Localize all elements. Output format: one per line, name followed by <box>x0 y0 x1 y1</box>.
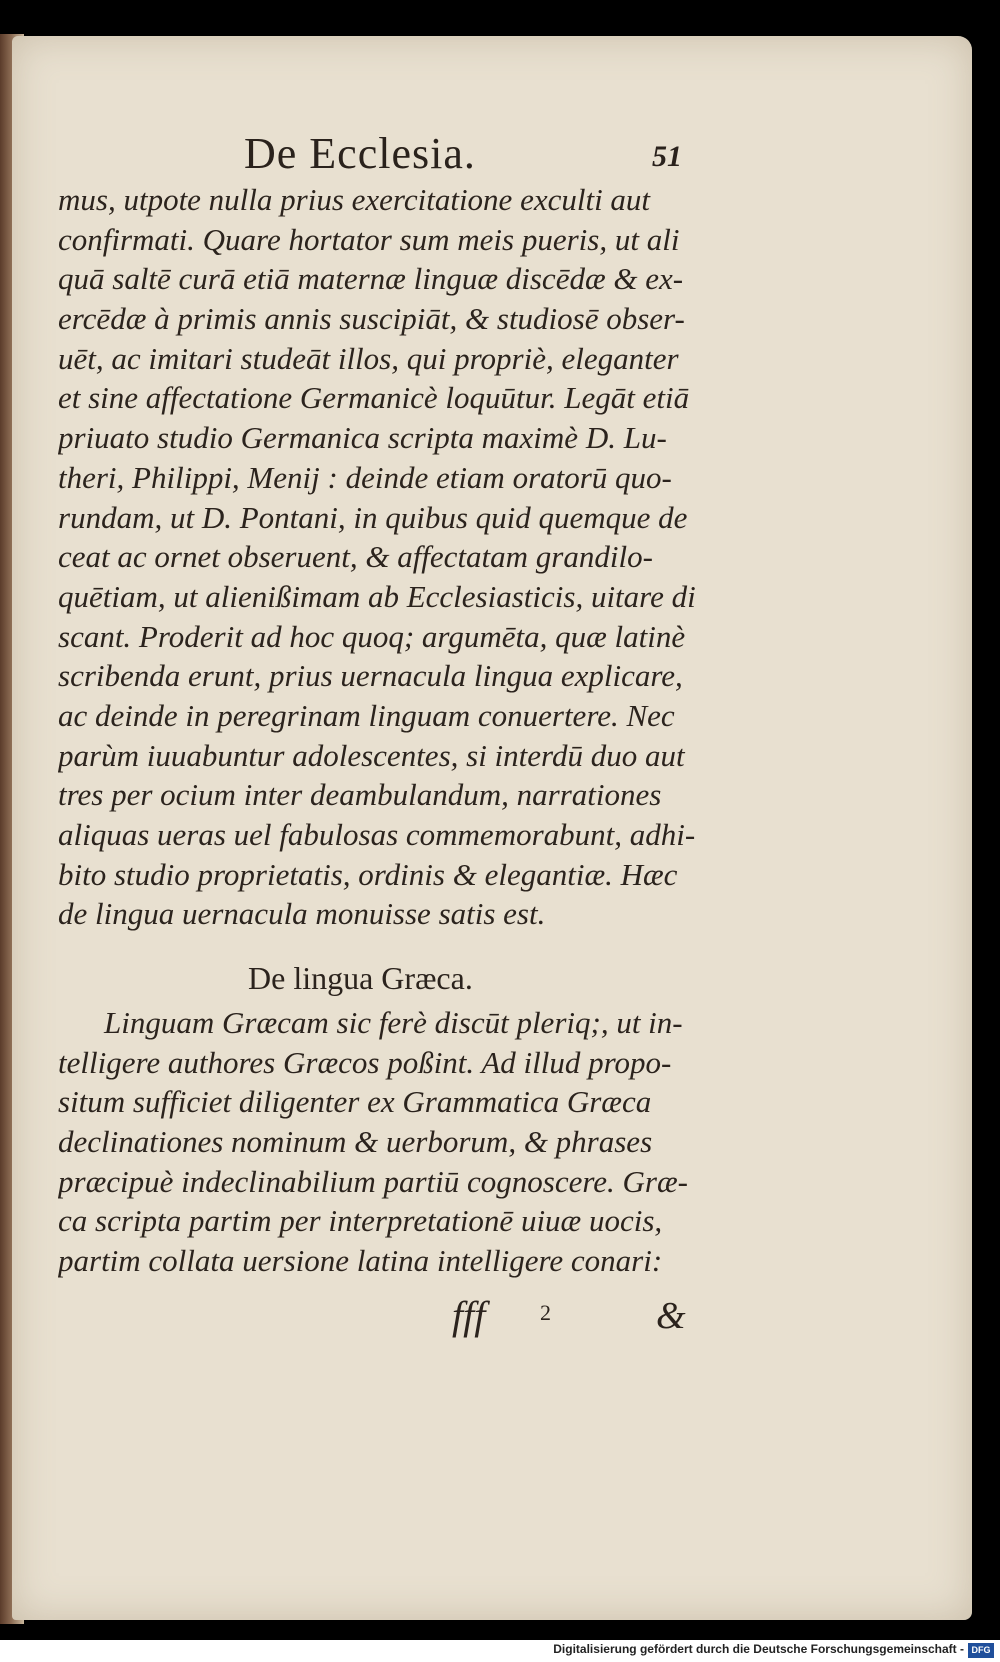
text-line: ca scripta partim per interpretationē uiuæ uocis, <box>58 1203 663 1239</box>
catchword: & <box>656 1295 686 1337</box>
folio-number: 51 <box>652 140 682 173</box>
body-text <box>58 180 708 934</box>
text-line: uēt, ac imitari studeāt illos, qui propriè, eleganter <box>58 340 679 376</box>
text-line: bito studio proprietatis, ordinis & elegantiæ. Hæc <box>58 856 678 892</box>
text-line: et sine affectatione Germanicè loquūtur. Legāt etiā <box>58 380 690 416</box>
text-line: de lingua uernacula monuisse satis est. <box>58 896 546 932</box>
text-line: rundam, ut D. Pontani, in quibus quid quemque de <box>58 499 688 535</box>
text-line: præcipuè indeclinabilium partiū cognoscere. Græ- <box>58 1163 688 1199</box>
text-line: scant. Proderit ad hoc quoq; argumēta, quæ latinè <box>58 618 686 654</box>
text-line: Linguam Græcam sic ferè discūt pleriq;, ut in- <box>104 1005 683 1040</box>
signature-line <box>0 1292 1000 1342</box>
text-line: partim collata uersione latina intelligere conari: <box>58 1243 663 1279</box>
text-line: aliquas ueras uel fabulosas commemorabunt, adhi- <box>58 817 696 852</box>
text-line: mus, utpote nulla prius exercitatione exculti aut <box>58 182 651 217</box>
running-head: De Ecclesia. <box>244 129 476 178</box>
footer-bar <box>0 1640 1000 1662</box>
signature-number: 2 <box>540 1300 551 1325</box>
text-line: quā saltē curā etiā maternæ linguæ discēdæ & ex- <box>58 261 684 297</box>
text-line: declinationes nominum & uerborum, & phrases <box>58 1124 653 1160</box>
dfg-logo: DFG <box>968 1643 994 1658</box>
text-line: quētiam, ut alienißimam ab Ecclesiasticis, uitare di <box>58 578 696 614</box>
text-line: priuato studio Germanica scripta maximè D. Lu- <box>58 420 667 456</box>
text-line: ac deinde in peregrinam linguam conuertere. Nec <box>58 697 675 733</box>
text-line: tres per ocium inter deambulandum, narrationes <box>58 777 662 813</box>
text-line: scribenda erunt, prius uernacula lingua explicare, <box>58 658 683 694</box>
body-text-2 <box>58 1003 708 1281</box>
text-line: telligere authores Græcos poßint. Ad illud propo- <box>58 1044 672 1080</box>
text-line: ceat ac ornet obseruent, & affectatam grandilo- <box>58 539 653 575</box>
text-line: confirmati. Quare hortator sum meis pueris, ut ali <box>58 221 680 257</box>
text-line: parùm iuuabuntur adolescentes, si interdū duo aut <box>58 737 685 773</box>
section-heading: De lingua Græca. <box>248 960 473 996</box>
text-line: theri, Philippi, Menij : deinde etiam oratorū quo- <box>58 459 672 495</box>
text-line: situm sufficiet diligenter ex Grammatica Græca <box>58 1084 652 1120</box>
text-line: ercēdæ à primis annis suscipiāt, & studiosē obser- <box>58 301 685 337</box>
funding-credit: Digitalisierung gefördert durch die Deutsche Forschungsgemeinschaft - <box>553 1642 964 1656</box>
signature-mark: fff <box>452 1293 486 1338</box>
